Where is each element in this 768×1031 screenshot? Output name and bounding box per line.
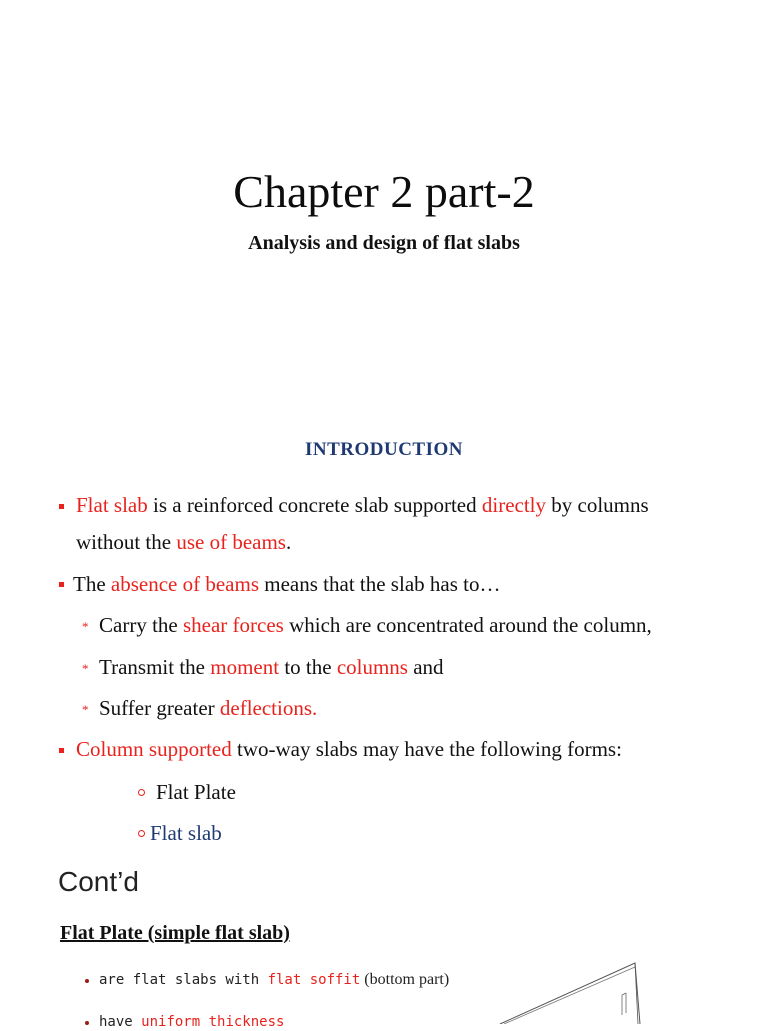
ring-bullet-icon bbox=[138, 830, 145, 837]
text: which are concentrated around the column, bbox=[283, 613, 652, 637]
text: are flat slabs with bbox=[99, 972, 268, 988]
sub-bullet-moment bbox=[99, 654, 444, 680]
text: to the bbox=[279, 655, 337, 679]
term-flat-slab: Flat slab bbox=[76, 493, 148, 517]
term-use-of-beams: use of beams bbox=[176, 530, 286, 554]
term-columns: columns bbox=[336, 655, 408, 679]
term-directly: directly bbox=[481, 493, 547, 517]
text: (bottom part) bbox=[360, 971, 450, 988]
term-deflections: deflections. bbox=[219, 696, 318, 720]
chapter-subtitle: Analysis and design of flat slabs bbox=[248, 232, 520, 254]
ring-bullet-icon bbox=[138, 789, 145, 796]
square-bullet-icon bbox=[59, 748, 64, 753]
term-shear-forces: shear forces bbox=[182, 613, 284, 637]
term-moment: moment bbox=[210, 655, 280, 679]
text: Transmit the bbox=[99, 655, 211, 679]
text: and bbox=[407, 655, 444, 679]
asterisk-bullet-icon: * bbox=[82, 702, 89, 717]
square-bullet-icon bbox=[59, 504, 64, 509]
introduction-heading: INTRODUCTION bbox=[304, 439, 464, 460]
flat-plate-item-thickness bbox=[99, 1013, 284, 1031]
square-bullet-icon bbox=[59, 582, 64, 587]
term-flat-soffit: flat soffit bbox=[267, 972, 361, 988]
text: . bbox=[285, 530, 292, 554]
term-absence-of-beams: absence of beams bbox=[110, 572, 260, 596]
form-flat-slab: Flat slab bbox=[150, 821, 222, 845]
term-uniform-thickness: uniform thickness bbox=[141, 1014, 285, 1030]
contd-title: Cont’d bbox=[58, 866, 139, 897]
flat-plate-sketch bbox=[480, 955, 768, 1024]
form-flat-plate: Flat Plate bbox=[156, 780, 236, 804]
text: means that the slab has to… bbox=[259, 572, 501, 596]
flat-plate-heading: Flat Plate (simple flat slab) bbox=[60, 922, 290, 944]
bullet-column-supported bbox=[76, 736, 622, 762]
bullet-flat-slab-line2 bbox=[76, 529, 291, 555]
text: Carry the bbox=[99, 613, 183, 637]
asterisk-bullet-icon: * bbox=[82, 661, 89, 676]
bullet-flat-slab-line1 bbox=[76, 492, 649, 518]
dot-bullet-icon bbox=[85, 1021, 89, 1025]
sub-bullet-shear bbox=[99, 612, 652, 638]
text: by columns bbox=[546, 493, 649, 517]
text: is a reinforced concrete slab supported bbox=[147, 493, 482, 517]
text: two-way slabs may have the following forms: bbox=[231, 737, 622, 761]
text: without the bbox=[76, 530, 177, 554]
text: have bbox=[99, 1014, 142, 1030]
text: Suffer greater bbox=[99, 696, 220, 720]
sub-bullet-deflections bbox=[99, 695, 317, 721]
flat-plate-item-soffit bbox=[99, 971, 449, 989]
chapter-title: Chapter 2 part-2 bbox=[233, 166, 535, 217]
asterisk-bullet-icon: * bbox=[82, 619, 89, 634]
dot-bullet-icon bbox=[85, 979, 89, 983]
text: The bbox=[73, 572, 111, 596]
bullet-absence-of-beams bbox=[73, 571, 500, 597]
term-column-supported: Column supported bbox=[76, 737, 232, 761]
